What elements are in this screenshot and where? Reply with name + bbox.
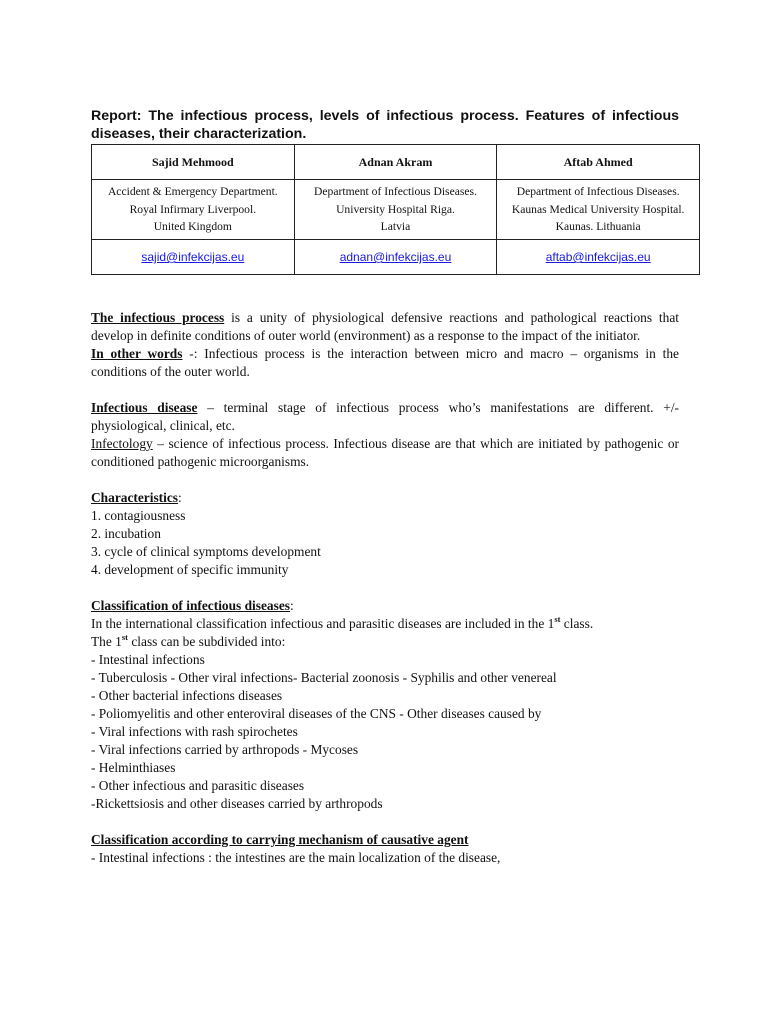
affiliation-line: United Kingdom: [153, 220, 232, 234]
list-item: - Helminthiases: [91, 760, 176, 775]
list-item: 2. incubation: [91, 526, 161, 541]
term-infectious-disease: Infectious disease: [91, 400, 198, 415]
document-page: [91, 108, 685, 867]
definition-text: – terminal stage of infectious process who’s manifestations are different. +/- physiological, clinical, etc.: [91, 400, 679, 433]
affiliation-line: Royal Infirmary Liverpool.: [129, 202, 257, 216]
infectology-paragraph: [91, 435, 679, 471]
author-email-cell: [294, 240, 497, 275]
classification-heading: [91, 597, 679, 615]
other-words-paragraph: [91, 345, 679, 381]
spacer: [91, 381, 679, 399]
list-item: -Rickettsiosis and other diseases carried by arthropods: [91, 796, 383, 811]
term-other-words: In other words: [91, 346, 183, 361]
other-words-text: Infectious process is the interaction between micro and macro – organisms in the conditions of the outer world.: [91, 346, 679, 379]
intro-text: In the international classification infectious and parasitic diseases are included in the 1: [91, 616, 555, 631]
intro-text: class can be subdivided into:: [128, 634, 286, 649]
intro-text: class.: [560, 616, 594, 631]
email-link[interactable]: sajid@infekcijas.eu: [141, 250, 245, 264]
list-item: - Other bacterial infections diseases: [91, 688, 283, 703]
separator: -:: [182, 346, 205, 361]
email-link[interactable]: aftab@infekcijas.eu: [545, 250, 651, 264]
spacer: [91, 813, 679, 831]
authors-table: [91, 144, 700, 275]
author-names-row: [92, 145, 700, 180]
definition-text: – science of infectious process. Infectious disease are that which are initiated by pathogenic or conditioned pathogenic microorganisms.: [91, 436, 679, 469]
report-title: Report: The infectious process, levels of infectious process. Features of infectious diseases, their characterization.: [91, 108, 679, 142]
list-item: - Other infectious and parasitic diseases: [91, 778, 305, 793]
list-item: 1. contagiousness: [91, 508, 186, 523]
list-item: - Viral infections carried by arthropods - Mycoses: [91, 742, 359, 757]
email-link[interactable]: adnan@infekcijas.eu: [339, 250, 452, 264]
list-item: - Viral infections with rash spirochetes: [91, 724, 298, 739]
spacer: [91, 471, 679, 489]
author-affiliation: [92, 180, 295, 240]
classification-intro: [91, 615, 679, 633]
affiliation-line: Latvia: [380, 220, 411, 234]
affiliation-line: Accident & Emergency Department.: [107, 185, 278, 199]
term-infectology: Infectology: [91, 436, 153, 451]
affiliation-line: University Hospital Riga.: [336, 202, 455, 216]
affiliation-line: Department of Infectious Diseases.: [516, 185, 680, 199]
author-affiliations-row: [92, 180, 700, 240]
author-emails-row: [92, 240, 700, 275]
term-infectious-process: The infectious process: [91, 310, 225, 325]
list-item: 3. cycle of clinical symptoms development: [91, 544, 321, 559]
affiliation-line: Department of Infectious Diseases.: [314, 185, 477, 199]
list-item: 4. development of specific immunity: [91, 562, 289, 577]
author-name: Sajid Mehmood: [92, 145, 295, 180]
author-affiliation: [497, 180, 700, 240]
author-email-cell: [92, 240, 295, 275]
heading-text: Classification according to carrying mechanism of causative agent: [91, 832, 469, 847]
heading-text: Classification of infectious diseases: [91, 598, 290, 613]
definition-text: is a unity of physiological defensive reactions and pathological reactions that develop in definite conditions of outer world (environment) as a response to the impact of the initiator.: [91, 310, 679, 343]
ordinal-suffix: st: [121, 632, 129, 642]
heading-colon: :: [178, 490, 182, 505]
affiliation-line: Kaunas. Lithuania: [555, 220, 641, 234]
list-item: - Tuberculosis - Other viral infections- Bacterial zoonosis - Syphilis and other venereal: [91, 670, 557, 685]
author-name: Adnan Akram: [294, 145, 497, 180]
heading-colon: :: [290, 598, 294, 613]
author-name: Aftab Ahmed: [497, 145, 700, 180]
classification-subintro: [91, 633, 679, 651]
heading-text: Characteristics: [91, 490, 179, 505]
list-item: - Poliomyelitis and other enteroviral diseases of the CNS - Other diseases caused by: [91, 706, 542, 721]
author-affiliation: [294, 180, 497, 240]
author-email-cell: [497, 240, 700, 275]
ordinal-suffix: st: [554, 614, 561, 624]
infectious-disease-paragraph: [91, 399, 679, 435]
list-item: - Intestinal infections: [91, 652, 205, 667]
mechanism-heading: [91, 831, 679, 849]
characteristics-heading: [91, 489, 679, 507]
list-item: - Intestinal infections : the intestines are the main localization of the disease,: [91, 850, 501, 865]
report-body: [91, 309, 679, 867]
spacer: [91, 579, 679, 597]
intro-text: The 1: [91, 634, 122, 649]
affiliation-line: Kaunas Medical University Hospital.: [511, 202, 685, 216]
infectious-process-paragraph: [91, 309, 679, 345]
